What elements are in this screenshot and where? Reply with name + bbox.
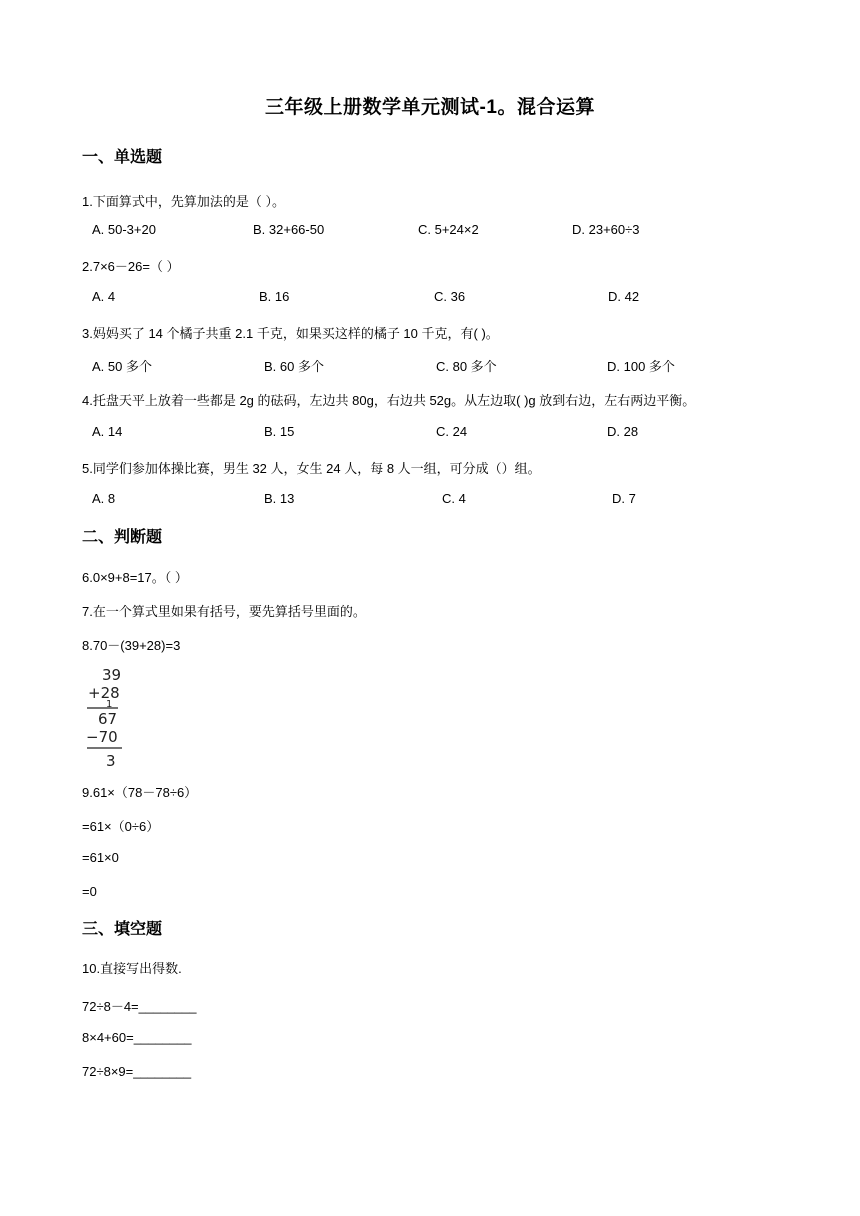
q4-option-c[interactable]: C. 24: [436, 424, 468, 439]
question-1-options: [0, 222, 860, 240]
calc-row-minus70: −70: [86, 728, 118, 746]
question-10: 10.直接写出得数.: [82, 961, 182, 976]
question-7: 7.在一个算式里如果有括号，要先算括号里面的。: [82, 604, 366, 619]
question-9-line-4: =0: [82, 884, 97, 899]
q5-option-a[interactable]: A. 8: [92, 491, 116, 506]
question-6: 6.0×9+8=17。（ ）: [82, 570, 188, 585]
q4-option-a[interactable]: A. 14: [92, 424, 123, 439]
section-heading-fill-in: 三、填空题: [82, 921, 163, 938]
question-8: 8.70－(39+28)=3: [82, 638, 181, 653]
question-2: 2.7×6－26=（ ）: [82, 259, 180, 274]
q4-option-d[interactable]: D. 28: [607, 424, 639, 439]
q4-option-b[interactable]: B. 15: [264, 424, 295, 439]
q1-option-c[interactable]: C. 5+24×2: [418, 222, 479, 237]
calc-row-plus28: +28: [88, 684, 120, 702]
q3-option-a[interactable]: A. 50 多个: [92, 359, 152, 374]
question-4-options: [0, 424, 860, 442]
q2-option-a[interactable]: A. 4: [92, 289, 116, 304]
q2-option-d[interactable]: D. 42: [608, 289, 640, 304]
question-1: 1.下面算式中，先算加法的是（ ）。: [82, 194, 285, 209]
question-5: 5.同学们参加体操比赛，男生 32 人，女生 24 人，每 8 人一组，可分成（）组。: [82, 461, 541, 476]
calc-carry: 1: [106, 699, 113, 710]
calc-row-67: 67: [98, 710, 118, 728]
q3-option-b[interactable]: B. 60 多个: [264, 359, 324, 374]
question-10-item-3[interactable]: 72÷8×9=________: [82, 1064, 192, 1079]
question-3: 3.妈妈买了 14 个橘子共重 2.1 千克，如果买这样的橘子 10 千克，有( )。: [82, 326, 499, 341]
calc-row-3: 3: [106, 752, 116, 770]
section-heading-true-false: 二、判断题: [82, 529, 163, 546]
question-4: 4.托盘天平上放着一些都是 2g 的砝码，左边共 80g，右边共 52g。从左边取( )g 放到右边，左右两边平衡。: [82, 393, 696, 408]
question-9-line-2: =61×（0÷6）: [82, 819, 160, 834]
q1-option-d[interactable]: D. 23+60÷3: [572, 222, 640, 237]
q2-option-c[interactable]: C. 36: [434, 289, 466, 304]
q5-option-d[interactable]: D. 7: [612, 491, 636, 506]
question-9-line-3: =61×0: [82, 850, 119, 865]
section-heading-single-choice: 一、单选题: [82, 149, 163, 166]
question-10-item-2[interactable]: 8×4+60=________: [82, 1030, 192, 1045]
question-2-options: [0, 289, 860, 307]
q1-option-a[interactable]: A. 50-3+20: [92, 222, 156, 237]
q3-option-d[interactable]: D. 100 多个: [607, 359, 675, 374]
question-5-options: [0, 491, 860, 509]
question-10-item-1[interactable]: 72÷8－4=________: [82, 999, 197, 1014]
question-3-options: [0, 356, 860, 374]
page-title: 三年级上册数学单元测试-1。混合运算: [265, 97, 595, 118]
q5-option-c[interactable]: C. 4: [442, 491, 466, 506]
question-9-line-1: 9.61×（78－78÷6）: [82, 785, 198, 800]
q3-option-c[interactable]: C. 80 多个: [436, 359, 497, 374]
q5-option-b[interactable]: B. 13: [264, 491, 295, 506]
q1-option-b[interactable]: B. 32+66-50: [253, 222, 325, 237]
calc-row-39: 39: [102, 666, 122, 684]
handwritten-vertical-calculation: [84, 664, 128, 772]
q2-option-b[interactable]: B. 16: [259, 289, 290, 304]
